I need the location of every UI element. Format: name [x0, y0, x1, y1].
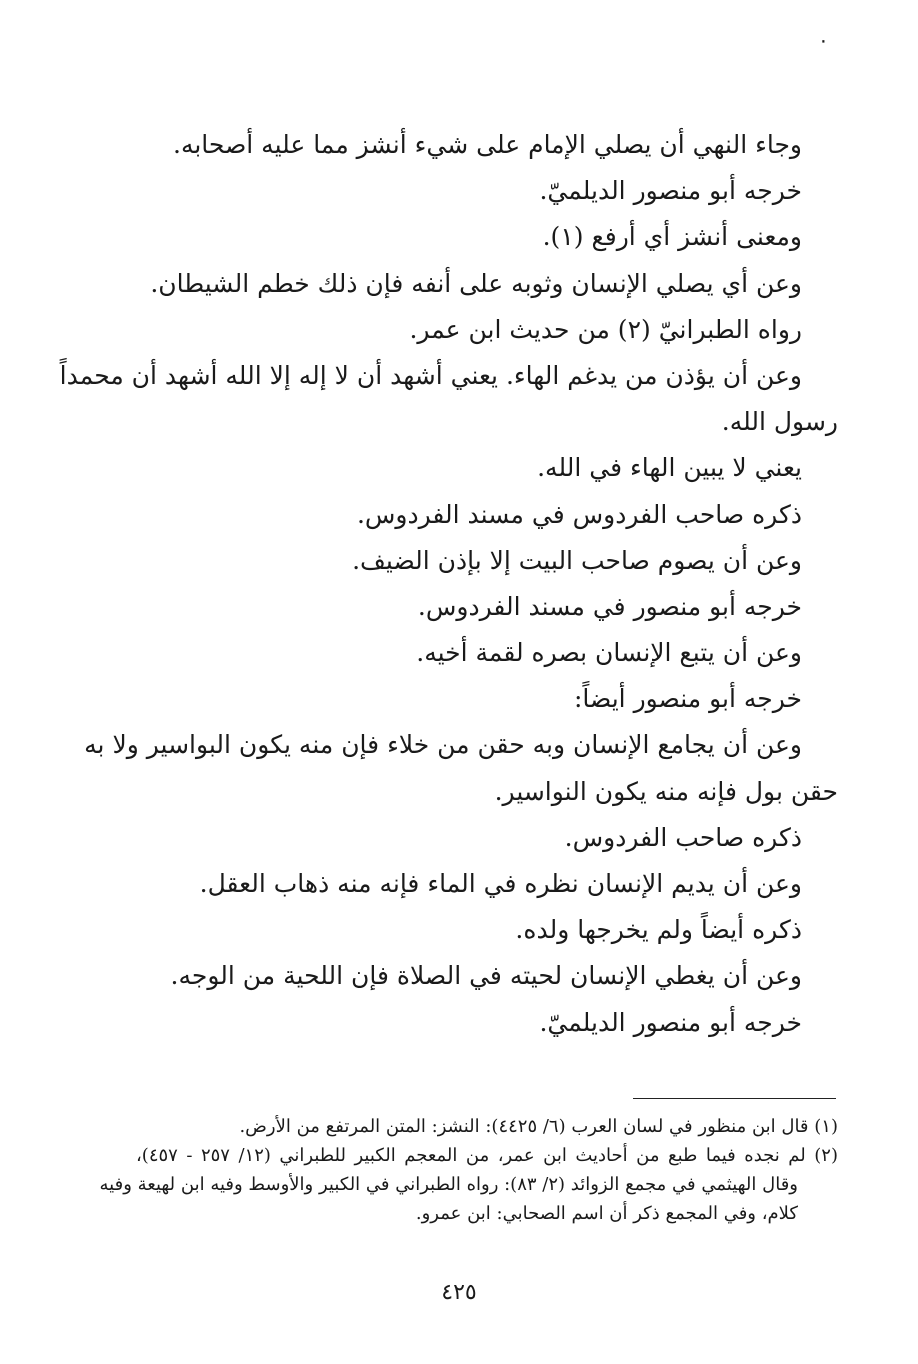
- text-line: خرجه أبو منصور الديلميّ.: [539, 1007, 802, 1037]
- text-line: وعن أن يجامع الإنسان وبه حقن من خلاء فإن منه يكون البواسير ولا به: [84, 730, 802, 760]
- text-line: رسول الله.: [721, 407, 838, 437]
- text-line: وعن أن يؤذن من يدغم الهاء. يعني أشهد أن لا إله إلا الله أشهد أن محمداً: [59, 360, 802, 390]
- corner-mark: ٠: [818, 28, 829, 52]
- text-line: ذكره صاحب الفردوس في مسند الفردوس.: [356, 499, 802, 529]
- text-line: ذكره صاحب الفردوس.: [564, 822, 802, 852]
- text-line: خرجه أبو منصور الديلميّ.: [539, 176, 802, 206]
- text-line: وجاء النهي أن يصلي الإمام على شيء أنشز مما عليه أصحابه.: [173, 130, 802, 159]
- text-line: يعني لا يبين الهاء في الله.: [537, 453, 802, 483]
- footnote-divider: [633, 1098, 836, 1099]
- text-line: وعن أي يصلي الإنسان وثوبه على أنفه فإن ذلك خطم الشيطان.: [150, 268, 802, 298]
- footnote-line: (٢) لم نجده فيما طبع من أحاديث ابن عمر، من المعجم الكبير للطبراني (١٢/ ٢٥٧ - ٤٥٧)،: [136, 1145, 838, 1166]
- text-line: خرجه أبو منصور في مسند الفردوس.: [417, 591, 802, 621]
- main-text: [59, 122, 838, 1046]
- text-line: رواه الطبرانيّ (٢) من حديث ابن عمر.: [409, 314, 802, 344]
- text-line: وعن أن يغطي الإنسان لحيته في الصلاة فإن اللحية من الوجه.: [170, 961, 802, 991]
- text-line: حقن بول فإنه منه يكون النواسير.: [494, 776, 838, 806]
- text-line: وعن أن يتبع الإنسان بصره لقمة أخيه.: [416, 638, 802, 668]
- footnote-line: كلام، وفي المجمع ذكر أن اسم الصحابي: ابن عمرو.: [415, 1203, 798, 1224]
- footnote-line: وقال الهيثمي في مجمع الزوائد (٢/ ٨٣): رواه الطبراني في الكبير والأوسط وفيه ابن لهيعة وفيه: [99, 1174, 798, 1195]
- text-line: خرجه أبو منصور أيضاً:: [574, 684, 802, 714]
- text-line: وعن أن يصوم صاحب البيت إلا بإذن الضيف.: [352, 545, 802, 575]
- footnotes: [99, 1112, 838, 1228]
- text-line: ذكره أيضاً ولم يخرجها ولده.: [515, 915, 802, 945]
- page-number: ٤٢٥: [441, 1280, 477, 1305]
- text-line: وعن أن يديم الإنسان نظره في الماء فإنه منه ذهاب العقل.: [199, 869, 802, 898]
- text-line: ومعنى أنشز أي أرفع (١).: [542, 222, 802, 252]
- footnote-line: (١) قال ابن منظور في لسان العرب (٦/ ٤٤٢٥): النشز: المتن المرتفع من الأرض.: [239, 1116, 838, 1137]
